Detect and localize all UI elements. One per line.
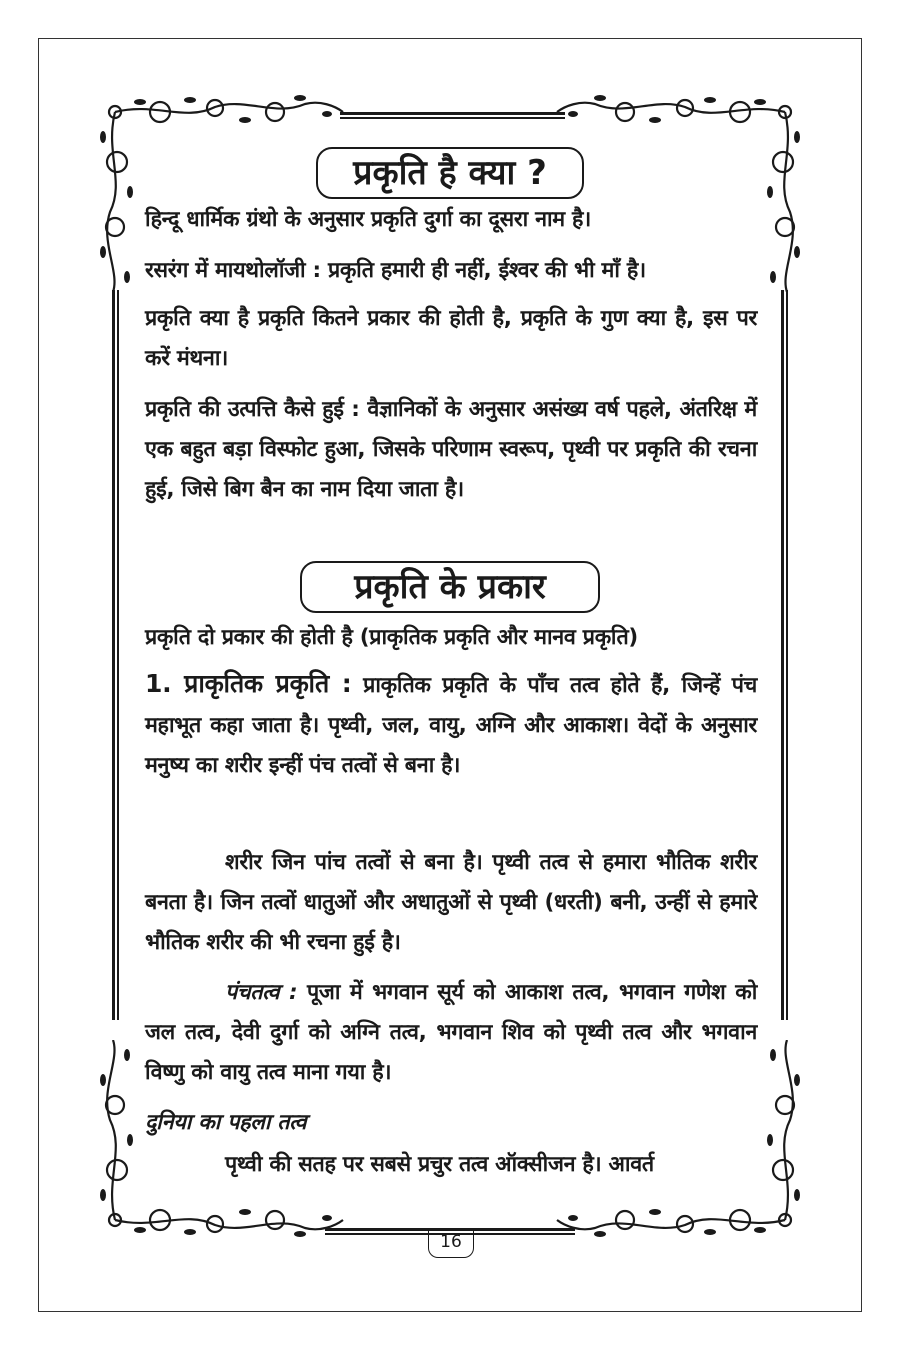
page-number: 16: [428, 1228, 474, 1258]
paragraph-oxygen: पृथ्वी की सतह पर सबसे प्रचुर तत्व ऑक्सीजन है। आवर्त: [225, 1152, 654, 1177]
border-rule-left: [112, 290, 119, 1020]
natural-nature-body: प्राकृतिक प्रकृति के पाँच तत्व होते हैं, जिन्हें पंच महाभूत कहा जाता है। पृथ्वी, जल, वायु, अग्नि और आकाश। वेदों के अनुसार मनुष्य का शरीर इन्हीं पंच तत्वों से बना है।: [145, 673, 757, 778]
paragraph-body-elements: शरीर जिन पांच तत्वों से बना है। पृथ्वी तत्व से हमारा भौतिक शरीर बनता है। जिन तत्वों धातुओं और अधातुओं से पृथ्वी (धरती) बनी, उन्हीं से हमारे भौतिक शरीर की भी रचना हुई है।: [145, 850, 757, 955]
subheading-first-element: दुनिया का पहला तत्व: [145, 1110, 307, 1135]
paragraph-two-types: प्रकृति दो प्रकार की होती है (प्राकृतिक प्रकृति और मानव प्रकृति): [145, 625, 638, 650]
paragraph-panchtatva: [145, 973, 757, 1093]
panchtatva-label: पंचतत्व :: [225, 980, 298, 1005]
section-heading-what-is-nature: प्रकृति है क्या ?: [316, 147, 584, 199]
paragraph-mythology: रसरंग में मायथोलॉजी : प्रकृति हमारी ही नहीं, ईश्वर की भी माँ है।: [145, 258, 646, 283]
paragraph-what-is-nature: प्रकृति क्या है प्रकृति कितने प्रकार की होती है, प्रकृति के गुण क्या है, इस पर करें मंथना।: [145, 306, 757, 371]
section-heading-types-of-nature: प्रकृति के प्रकार: [300, 561, 600, 613]
border-rule-right: [781, 290, 788, 1020]
border-rule-top: [340, 112, 565, 119]
panchtatva-body: पूजा में भगवान सूर्य को आकाश तत्व, भगवान गणेश को जल तत्व, देवी दुर्गा को अग्नि तत्व, भगवान शिव को पृथ्वी तत्व और भगवान विष्णु को वायु तत्व माना गया है।: [145, 980, 757, 1085]
paragraph-hindu-texts: हिन्दू धार्मिक ग्रंथो के अनुसार प्रकृति दुर्गा का दूसरा नाम है।: [145, 207, 592, 232]
paragraph-natural-nature: [145, 664, 757, 786]
paragraph-origin: प्रकृति की उत्पत्ति कैसे हुई : वैज्ञानिकों के अनुसार असंख्य वर्ष पहले, अंतरिक्ष में एक बहुत बड़ा विस्फोट हुआ, जिसके परिणाम स्वरूप, पृथ्वी पर प्रकृति की रचना हुई, जिसे बिग बैन का नाम दिया जाता है।: [145, 397, 757, 502]
natural-nature-label: 1. प्राकृतिक प्रकृति :: [145, 669, 352, 698]
